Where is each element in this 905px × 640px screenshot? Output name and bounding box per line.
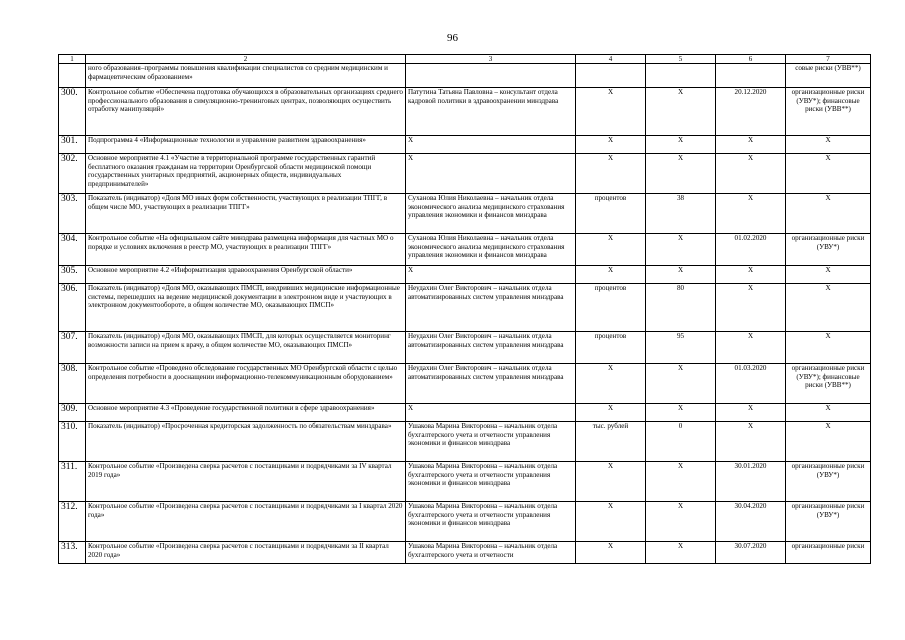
risk-type: X — [786, 284, 871, 332]
table-row — [59, 502, 871, 542]
deadline-date: 30.07.2020 — [716, 542, 786, 564]
target-value: X — [646, 542, 716, 564]
unit-of-measure — [576, 64, 646, 88]
event-description: Показатель (индикатор) «Доля МО, оказывающих ПМСП, для которых осуществляется мониторинг возможности записи на прием к врачу, в общем количестве МО, оказывающих ПМСП» — [86, 332, 406, 364]
table-row — [59, 404, 871, 422]
responsible-person: Ушакова Марина Викторовна – начальник отдела бухгалтерского учета и отчетности управления экономики и финансов минздрава — [406, 462, 576, 502]
risk-type: совые риски (УВВ**) — [786, 64, 871, 88]
target-value: 80 — [646, 284, 716, 332]
unit-of-measure: тыс. рублей — [576, 422, 646, 462]
row-number: 301. — [59, 136, 86, 154]
plan-table — [58, 54, 871, 564]
row-number: 305. — [59, 266, 86, 284]
table-row — [59, 88, 871, 136]
table-row — [59, 136, 871, 154]
row-number — [59, 64, 86, 88]
target-value: X — [646, 234, 716, 266]
event-description: Показатель (индикатор) «Доля МО иных форм собственности, участвующих в реализации ТПГГ, в общем числе МО, участвующих в реализации ТПГГ» — [86, 194, 406, 234]
header-cell: 5 — [646, 55, 716, 64]
risk-type: X — [786, 194, 871, 234]
row-number: 309. — [59, 404, 86, 422]
target-value: X — [646, 462, 716, 502]
row-number: 310. — [59, 422, 86, 462]
deadline-date: X — [716, 422, 786, 462]
table-row — [59, 234, 871, 266]
responsible-person: X — [406, 154, 576, 194]
responsible-person: Суханова Юлия Николаевна – начальник отдела экономического анализа медицинского страхования управления экономики и финансов минздрава — [406, 234, 576, 266]
event-description: Контрольное событие «Произведена сверка расчетов с поставщиками и подрядчиками за II квартал 2020 года» — [86, 542, 406, 564]
unit-of-measure: X — [576, 462, 646, 502]
risk-type: организационные риски (УВУ*) — [786, 234, 871, 266]
deadline-date: X — [716, 136, 786, 154]
risk-type: организационные риски — [786, 542, 871, 564]
page-number: 96 — [447, 32, 458, 44]
responsible-person: Неудахин Олег Викторович – начальник отдела автоматизированных систем управления минздрава — [406, 364, 576, 404]
event-description: Контрольное событие «Произведена сверка расчетов с поставщиками и подрядчиками за IV квартал 2019 года» — [86, 462, 406, 502]
row-number: 313. — [59, 542, 86, 564]
header-cell: 3 — [406, 55, 576, 64]
unit-of-measure: X — [576, 542, 646, 564]
responsible-person: Ушакова Марина Викторовна – начальник отдела бухгалтерского учета и отчетности управления экономики и финансов минздрава — [406, 502, 576, 542]
responsible-person: X — [406, 136, 576, 154]
table-row — [59, 422, 871, 462]
unit-of-measure: процентов — [576, 194, 646, 234]
unit-of-measure: X — [576, 234, 646, 266]
risk-type: X — [786, 154, 871, 194]
unit-of-measure: X — [576, 266, 646, 284]
event-description: Основное мероприятие 4.3 «Проведение государственной политики в сфере здравоохранения» — [86, 404, 406, 422]
table-row — [59, 284, 871, 332]
row-number: 307. — [59, 332, 86, 364]
row-number: 300. — [59, 88, 86, 136]
header-cell: 4 — [576, 55, 646, 64]
unit-of-measure: X — [576, 404, 646, 422]
responsible-person: X — [406, 266, 576, 284]
target-value: X — [646, 88, 716, 136]
target-value — [646, 64, 716, 88]
event-description: Подпрограмма 4 «Информационные технологии и управление развитием здравоохранения» — [86, 136, 406, 154]
unit-of-measure: X — [576, 364, 646, 404]
event-description: ного образования–программы повышения квалификации специалистов со средним медицинским и фармацевтическим образованием» — [86, 64, 406, 88]
event-description: Показатель (индикатор) «Просроченная кредиторская задолженность по обязательствам минздрава» — [86, 422, 406, 462]
target-value: X — [646, 266, 716, 284]
deadline-date: X — [716, 154, 786, 194]
table-row — [59, 154, 871, 194]
event-description: Контрольное событие «На официальном сайте минздрава размещена информация для частных МО о порядке и условиях включения в реестр МО, участвующих в реализации ТПГГ» — [86, 234, 406, 266]
responsible-person: Ушакова Марина Викторовна – начальник отдела бухгалтерского учета и отчетности — [406, 542, 576, 564]
risk-type: X — [786, 332, 871, 364]
table-row — [59, 266, 871, 284]
target-value: 0 — [646, 422, 716, 462]
deadline-date: X — [716, 404, 786, 422]
risk-type: организационные риски (УВУ*); финансовые риски (УВВ**) — [786, 88, 871, 136]
event-description: Контрольное событие «Произведена сверка расчетов с поставщиками и подрядчиками за I квартал 2020 года» — [86, 502, 406, 542]
risk-type: X — [786, 136, 871, 154]
risk-type: организационные риски (УВУ*); финансовые риски (УВВ**) — [786, 364, 871, 404]
header-cell: 1 — [59, 55, 86, 64]
table-row — [59, 462, 871, 502]
target-value: X — [646, 154, 716, 194]
target-value: 38 — [646, 194, 716, 234]
table-row — [59, 364, 871, 404]
target-value: X — [646, 364, 716, 404]
unit-of-measure: X — [576, 502, 646, 542]
event-description: Показатель (индикатор) «Доля МО, оказывающих ПМСП, внедривших медицинские информационные системы, перешедших на ведение медицинской документации в электронном виде и участвующих в электронном документообороте, в общем количестве МО, оказывающих ПМСП» — [86, 284, 406, 332]
responsible-person: Неудахин Олег Викторович – начальник отдела автоматизированных систем управления минздрава — [406, 284, 576, 332]
deadline-date: X — [716, 332, 786, 364]
risk-type: X — [786, 422, 871, 462]
event-description: Основное мероприятие 4.2 «Информатизация здравоохранения Оренбургской области» — [86, 266, 406, 284]
deadline-date: 01.03.2020 — [716, 364, 786, 404]
responsible-person: Неудахин Олег Викторович – начальник отдела автоматизированных систем управления минздрава — [406, 332, 576, 364]
target-value: X — [646, 502, 716, 542]
responsible-person: Суханова Юлия Николаевна – начальник отдела экономического анализа медицинского страхования управления экономики и финансов минздрава — [406, 194, 576, 234]
header-cell: 7 — [786, 55, 871, 64]
header-cell: 6 — [716, 55, 786, 64]
unit-of-measure: X — [576, 136, 646, 154]
row-number: 312. — [59, 502, 86, 542]
deadline-date — [716, 64, 786, 88]
row-number: 304. — [59, 234, 86, 266]
responsible-person: Патутина Татьяна Павловна – консультант отдела кадровой политики в здравоохранении минздрава — [406, 88, 576, 136]
unit-of-measure: процентов — [576, 284, 646, 332]
table-row — [59, 64, 871, 88]
deadline-date: X — [716, 194, 786, 234]
risk-type: X — [786, 404, 871, 422]
table-row — [59, 194, 871, 234]
responsible-person: X — [406, 404, 576, 422]
risk-type: X — [786, 266, 871, 284]
event-description: Контрольное событие «Обеспечена подготовка обучающихся в образовательных организациях среднего профессионального образования в симуляционно-тренинговых центрах, позволяющих осуществить отработку манипуляций» — [86, 88, 406, 136]
unit-of-measure: процентов — [576, 332, 646, 364]
row-number: 302. — [59, 154, 86, 194]
target-value: X — [646, 404, 716, 422]
deadline-date: 30.04.2020 — [716, 502, 786, 542]
row-number: 308. — [59, 364, 86, 404]
deadline-date: 01.02.2020 — [716, 234, 786, 266]
row-number: 303. — [59, 194, 86, 234]
deadline-date: X — [716, 266, 786, 284]
target-value: 95 — [646, 332, 716, 364]
unit-of-measure: X — [576, 154, 646, 194]
risk-type: организационные риски (УВУ*) — [786, 462, 871, 502]
table-row — [59, 542, 871, 564]
event-description: Контрольное событие «Проведено обследование государственных МО Оренбургской области с целью определения потребности в дооснащении информационно-телекоммуникационным оборудованием» — [86, 364, 406, 404]
table-row — [59, 332, 871, 364]
deadline-date: 30.01.2020 — [716, 462, 786, 502]
deadline-date: X — [716, 284, 786, 332]
responsible-person: Ушакова Марина Викторовна – начальник отдела бухгалтерского учета и отчетности управления экономики и финансов минздрава — [406, 422, 576, 462]
row-number: 311. — [59, 462, 86, 502]
risk-type: организационные риски (УВУ*) — [786, 502, 871, 542]
event-description: Основное мероприятие 4.1 «Участие в территориальной программе государственных гарантий бесплатного оказания гражданам на территории Оренбургской области медицинской помощи государственных унитарных предприятий, акционерных обществ, индивидуальных предпринимателей» — [86, 154, 406, 194]
responsible-person — [406, 64, 576, 88]
header-cell: 2 — [86, 55, 406, 64]
unit-of-measure: X — [576, 88, 646, 136]
row-number: 306. — [59, 284, 86, 332]
target-value: X — [646, 136, 716, 154]
header-row — [59, 55, 871, 64]
deadline-date: 20.12.2020 — [716, 88, 786, 136]
